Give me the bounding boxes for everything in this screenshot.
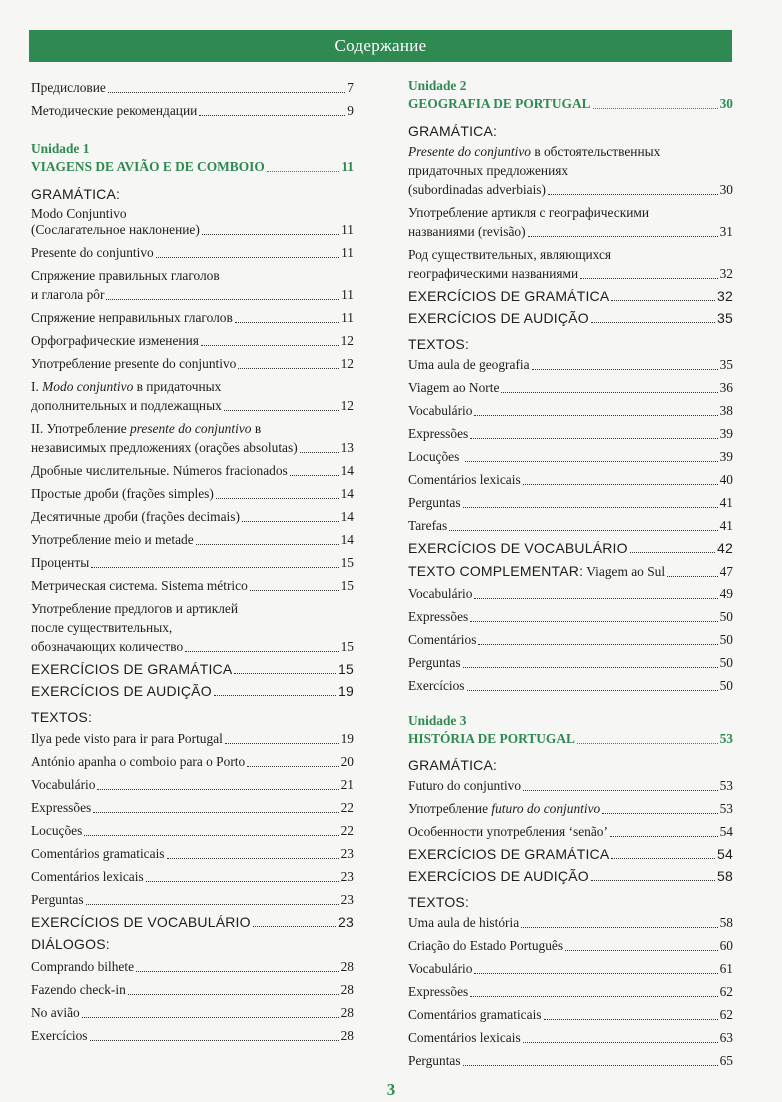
- toc-entry[interactable]: Expressões 39: [408, 426, 733, 441]
- toc-entry[interactable]: EXERCÍCIOS DE AUDIÇÃO 58: [408, 868, 733, 884]
- section-heading: GRAMÁTICA:: [408, 757, 498, 773]
- section-heading: TEXTOS:: [31, 709, 93, 725]
- toc-entry[interactable]: Спряжение неправильных глаголов 11: [31, 310, 354, 325]
- toc-entry[interactable]: Vocabulário 49: [408, 586, 733, 601]
- toc-entry[interactable]: Род существительных, являющихся географическими названиями 32: [408, 247, 733, 281]
- section-heading: GRAMÁTICA:: [31, 186, 121, 202]
- toc-entry[interactable]: Vocabulário 61: [408, 961, 733, 976]
- toc-entry[interactable]: II. Употребление presente do conjuntivo в независимых предложениях (orações absolutas) 13: [31, 421, 354, 455]
- toc-entry[interactable]: Comprando bilhete 28: [31, 959, 354, 974]
- toc-entry[interactable]: Спряжение правильных глаголов и глагола pôr 11: [31, 268, 354, 302]
- toc-entry[interactable]: Exercícios 50: [408, 678, 733, 693]
- section-heading: TEXTOS:: [408, 336, 470, 352]
- toc-entry[interactable]: EXERCÍCIOS DE GRAMÁTICA 54: [408, 846, 733, 862]
- toc-left-column: [31, 74, 354, 1044]
- toc-entry[interactable]: No avião 28: [31, 1005, 354, 1020]
- toc-entry[interactable]: Expressões 62: [408, 984, 733, 999]
- toc-entry[interactable]: EXERCÍCIOS DE GRAMÁTICA 32: [408, 288, 733, 304]
- toc-entry[interactable]: Perguntas 65: [408, 1053, 733, 1068]
- toc-entry[interactable]: Употребление meio и metade 14: [31, 532, 354, 547]
- toc-entry[interactable]: Проценты 15: [31, 555, 354, 570]
- toc-entry[interactable]: Uma aula de geografia 35: [408, 357, 733, 372]
- toc-entry[interactable]: Методические рекомендации 9: [31, 103, 354, 118]
- toc-entry[interactable]: Presente do conjuntivo 11: [31, 245, 354, 260]
- toc-entry[interactable]: TEXTO COMPLEMENTAR: Viagem ao Sul 47: [408, 563, 733, 579]
- toc-entry[interactable]: Criação do Estado Português 60: [408, 938, 733, 953]
- toc-entry[interactable]: Perguntas 41: [408, 495, 733, 510]
- section-heading: DIÁLOGOS:: [31, 936, 110, 952]
- toc-entry[interactable]: António apanha o comboio para o Porto 20: [31, 754, 354, 769]
- toc-entry[interactable]: Десятичные дроби (frações decimais) 14: [31, 509, 354, 524]
- toc-entry[interactable]: Expressões 50: [408, 609, 733, 624]
- toc-entry[interactable]: EXERCÍCIOS DE GRAMÁTICA 15: [31, 661, 354, 677]
- toc-entry[interactable]: Предисловие 7: [31, 80, 354, 95]
- toc-entry[interactable]: I. Modo conjuntivo в придаточных дополнительных и подлежащных 12: [31, 379, 354, 413]
- toc-right-column: [408, 74, 733, 1069]
- toc-entry[interactable]: Expressões 22: [31, 800, 354, 815]
- section-heading: TEXTOS:: [408, 894, 470, 910]
- toc-entry[interactable]: Fazendo check-in 28: [31, 982, 354, 997]
- unit-label: Unidade 3: [408, 713, 467, 728]
- unit-label: Unidade 2: [408, 78, 467, 93]
- toc-entry[interactable]: Locuções 39: [408, 449, 733, 464]
- toc-entry[interactable]: Употребление presente do conjuntivo 12: [31, 356, 354, 371]
- unit-title-entry[interactable]: VIAGENS DE AVIÃO E DE COMBOIO 11: [31, 159, 354, 174]
- toc-entry[interactable]: Perguntas 23: [31, 892, 354, 907]
- toc-entry[interactable]: Futuro do conjuntivo 53: [408, 778, 733, 793]
- toc-entry[interactable]: EXERCÍCIOS DE VOCABULÁRIO 42: [408, 540, 733, 556]
- toc-entry[interactable]: Perguntas 50: [408, 655, 733, 670]
- unit-label: Unidade 1: [31, 141, 90, 156]
- toc-entry[interactable]: EXERCÍCIOS DE AUDIÇÃO 19: [31, 683, 354, 699]
- toc-entry[interactable]: Exercícios 28: [31, 1028, 354, 1043]
- toc-entry[interactable]: Locuções 22: [31, 823, 354, 838]
- toc-entry[interactable]: Употребление предлогов и артиклей после существительных, обозначающих количество 15: [31, 601, 354, 654]
- toc-entry[interactable]: Viagem ao Norte 36: [408, 380, 733, 395]
- toc-entry[interactable]: Comentários gramaticais 23: [31, 846, 354, 861]
- toc-entry[interactable]: Vocabulário 21: [31, 777, 354, 792]
- toc-entry[interactable]: Uma aula de história 58: [408, 915, 733, 930]
- toc-header: [29, 30, 732, 62]
- page-number: 3: [386, 1080, 396, 1099]
- toc-entry[interactable]: Употребление артикля с географическими названиями (revisão) 31: [408, 205, 733, 239]
- toc-entry[interactable]: Простые дроби (frações simples) 14: [31, 486, 354, 501]
- toc-entry[interactable]: Vocabulário 38: [408, 403, 733, 418]
- toc-entry[interactable]: Modo Conjuntivo (Сослагательное наклонение) 11: [31, 206, 354, 237]
- toc-entry[interactable]: Ilya pede visto para ir para Portugal 19: [31, 731, 354, 746]
- toc-entry[interactable]: Comentários lexicais 63: [408, 1030, 733, 1045]
- toc-title: Содержание: [334, 36, 427, 55]
- toc-entry[interactable]: Употребление futuro do conjuntivo 53: [408, 801, 733, 816]
- toc-entry[interactable]: Орфографические изменения 12: [31, 333, 354, 348]
- toc-entry[interactable]: Comentários 50: [408, 632, 733, 647]
- unit-title-entry[interactable]: HISTÓRIA DE PORTUGAL 53: [408, 731, 733, 746]
- toc-entry[interactable]: Comentários lexicais 23: [31, 869, 354, 884]
- toc-entry[interactable]: Presente do conjuntivo в обстоятельственных придаточных предложениях (subordinadas adverbiais) 30: [408, 144, 733, 197]
- toc-entry[interactable]: Comentários lexicais 40: [408, 472, 733, 487]
- toc-entry[interactable]: Дробные числительные. Números fracionados 14: [31, 463, 354, 478]
- section-heading: GRAMÁTICA:: [408, 123, 498, 139]
- toc-entry[interactable]: EXERCÍCIOS DE VOCABULÁRIO 23: [31, 914, 354, 930]
- toc-entry[interactable]: Comentários gramaticais 62: [408, 1007, 733, 1022]
- toc-entry[interactable]: Tarefas 41: [408, 518, 733, 533]
- toc-entry[interactable]: Метрическая система. Sistema métrico 15: [31, 578, 354, 593]
- toc-entry[interactable]: EXERCÍCIOS DE AUDIÇÃO 35: [408, 310, 733, 326]
- unit-title-entry[interactable]: GEOGRAFIA DE PORTUGAL 30: [408, 96, 733, 111]
- toc-entry[interactable]: Особенности употребления ‘senão’ 54: [408, 824, 733, 839]
